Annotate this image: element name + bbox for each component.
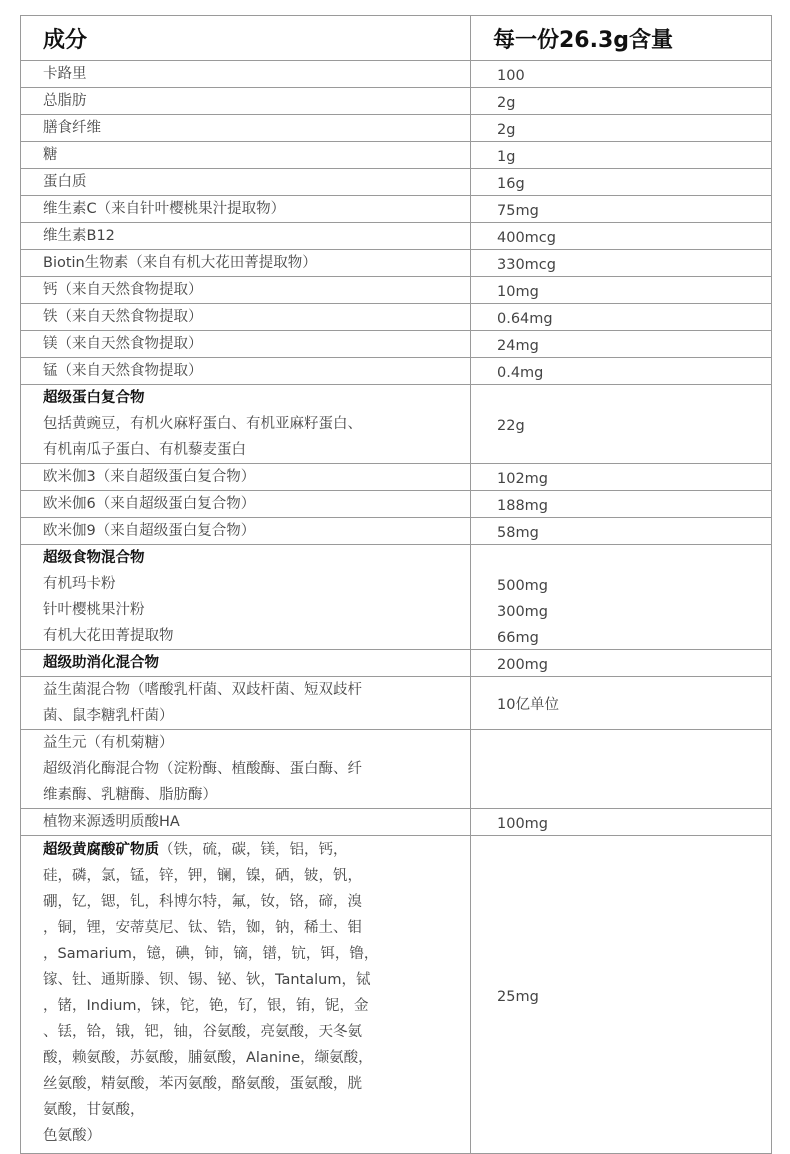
digestive-blend-title: 超级助消化混合物 (43, 655, 159, 671)
food-blend-amount: 500mg (497, 578, 549, 594)
header-row (21, 16, 772, 61)
humic-text: ，锗，Indium，铼，铊，铯，钌，银，铕，铌，金 (43, 998, 369, 1014)
table-row (21, 169, 772, 196)
ingredient-name: 蛋白质 (21, 169, 471, 196)
nutrition-table (20, 15, 772, 1154)
ingredient-amount: 24mg (497, 338, 539, 354)
ingredient-amount: 10mg (497, 284, 539, 300)
table-row (21, 196, 772, 223)
probiotic-row (21, 677, 772, 730)
enzyme-blend-text: 超级消化酶混合物（淀粉酶、植酸酶、蛋白酶、纤 (43, 761, 362, 777)
humic-title: 超级黄腐酸矿物质 (43, 842, 159, 858)
humic-amount: 25mg (497, 988, 539, 1005)
table-row (21, 464, 772, 491)
humic-text: 、铥，铪，锇，钯，铀，谷氨酸，亮氨酸，天冬氨 (43, 1024, 362, 1040)
header-amount-per-serving: 每一份26.3g含量 (471, 16, 772, 61)
omega-amount: 102mg (497, 471, 549, 487)
digestive-blend-amount: 200mg (497, 657, 549, 673)
humic-text: ，铜，锂，安蒂莫尼、钛、锆，铷，钠，稀土、钼 (43, 920, 362, 936)
table-row (21, 223, 772, 250)
ingredient-name: 镁（来自天然食物提取） (21, 331, 471, 358)
ingredient-name: 膳食纤维 (21, 115, 471, 142)
humic-text: ，Samarium，镱，碘，铈，镝，镨，钪，铒，镥， (43, 946, 379, 962)
food-blend-item: 有机大花田菁提取物 (43, 628, 174, 644)
ingredient-name: Biotin生物素（来自有机大花田菁提取物） (21, 250, 471, 277)
prebiotic-row (21, 730, 772, 809)
prebiotic-text: 益生元（有机菊糖） (43, 735, 174, 751)
ha-amount: 100mg (497, 816, 549, 832)
omega-name: 欧米伽6（来自超级蛋白复合物） (21, 491, 471, 518)
table-row (21, 115, 772, 142)
ha-name: 植物来源透明质酸HA (21, 809, 471, 836)
table-row (21, 491, 772, 518)
omega-amount: 58mg (497, 525, 539, 541)
omega-amount: 188mg (497, 498, 549, 514)
food-blend-item: 有机玛卡粉 (43, 576, 116, 592)
hyaluronic-acid-row (21, 809, 772, 836)
food-blend-amount: 66mg (497, 630, 539, 646)
protein-blend-desc: 有机南瓜子蛋白、有机藜麦蛋白 (43, 442, 246, 458)
protein-blend-title: 超级蛋白复合物 (43, 390, 145, 406)
humic-text: 硼，钇，锶，钆，科博尔特，氟，钕，铬，碲，溴 (43, 894, 362, 910)
digestive-blend-row (21, 650, 772, 677)
probiotic-amount: 10亿单位 (497, 697, 559, 713)
protein-blend-desc: 包括黄豌豆，有机火麻籽蛋白、有机亚麻籽蛋白、 (43, 416, 362, 432)
table-row (21, 331, 772, 358)
table-row (21, 518, 772, 545)
protein-blend-amount: 22g (497, 418, 525, 434)
humic-text: 丝氨酸，精氨酸，苯丙氨酸，酪氨酸，蛋氨酸，胱 (43, 1076, 362, 1092)
ingredient-amount: 0.4mg (497, 365, 544, 381)
probiotic-text: 菌、鼠李糖乳杆菌） (43, 708, 174, 724)
ingredient-name: 卡路里 (21, 61, 471, 88)
food-blend-amount: 300mg (497, 604, 549, 620)
ingredient-name: 钙（来自天然食物提取） (21, 277, 471, 304)
ingredient-amount: 2g (497, 122, 516, 138)
ingredient-amount: 75mg (497, 203, 539, 219)
omega-name: 欧米伽9（来自超级蛋白复合物） (21, 518, 471, 545)
ingredient-amount: 16g (497, 176, 525, 192)
table-row (21, 142, 772, 169)
ingredient-name: 总脂肪 (21, 88, 471, 115)
ingredient-amount: 2g (497, 95, 516, 111)
enzyme-blend-text: 维素酶、乳糖酶、脂肪酶） (43, 787, 217, 803)
ingredient-name: 糖 (21, 142, 471, 169)
probiotic-text: 益生菌混合物（嗜酸乳杆菌、双歧杆菌、短双歧杆 (43, 682, 362, 698)
ingredient-amount: 400mcg (497, 230, 556, 246)
ingredient-name: 维生素B12 (21, 223, 471, 250)
table-row (21, 358, 772, 385)
ingredient-name: 维生素C（来自针叶樱桃果汁提取物） (21, 196, 471, 223)
protein-blend-row (21, 385, 772, 464)
table-row (21, 304, 772, 331)
ingredient-name: 锰（来自天然食物提取） (21, 358, 471, 385)
ingredient-amount: 100 (497, 68, 525, 84)
table-row (21, 61, 772, 88)
header-ingredient: 成分 (21, 16, 471, 61)
table-row (21, 277, 772, 304)
ingredient-amount: 1g (497, 149, 516, 165)
humic-text: 硅，磷，氯，锰，锌，钾，镧，镍，硒，铍，钒， (43, 868, 362, 884)
ingredient-amount: 0.64mg (497, 311, 553, 327)
humic-text: 色氨酸） (43, 1128, 101, 1144)
humic-text: 镓、钍、通斯滕、钡、锡、铋、钬，Tantalum，铽 (43, 972, 371, 988)
food-blend-item: 针叶樱桃果汁粉 (43, 602, 145, 618)
food-blend-title: 超级食物混合物 (43, 550, 145, 566)
ingredient-name: 铁（来自天然食物提取） (21, 304, 471, 331)
table-row (21, 88, 772, 115)
humic-minerals-row (21, 836, 772, 1154)
ingredient-amount: 330mcg (497, 257, 556, 273)
table-row (21, 250, 772, 277)
food-blend-row (21, 545, 772, 650)
humic-text: （铁，硫，碳，镁，铝，钙， (159, 842, 348, 858)
omega-name: 欧米伽3（来自超级蛋白复合物） (21, 464, 471, 491)
humic-text: 酸，赖氨酸，苏氨酸，脯氨酸，Alanine，缬氨酸， (43, 1050, 373, 1066)
humic-text: 氨酸，甘氨酸， (43, 1102, 145, 1118)
